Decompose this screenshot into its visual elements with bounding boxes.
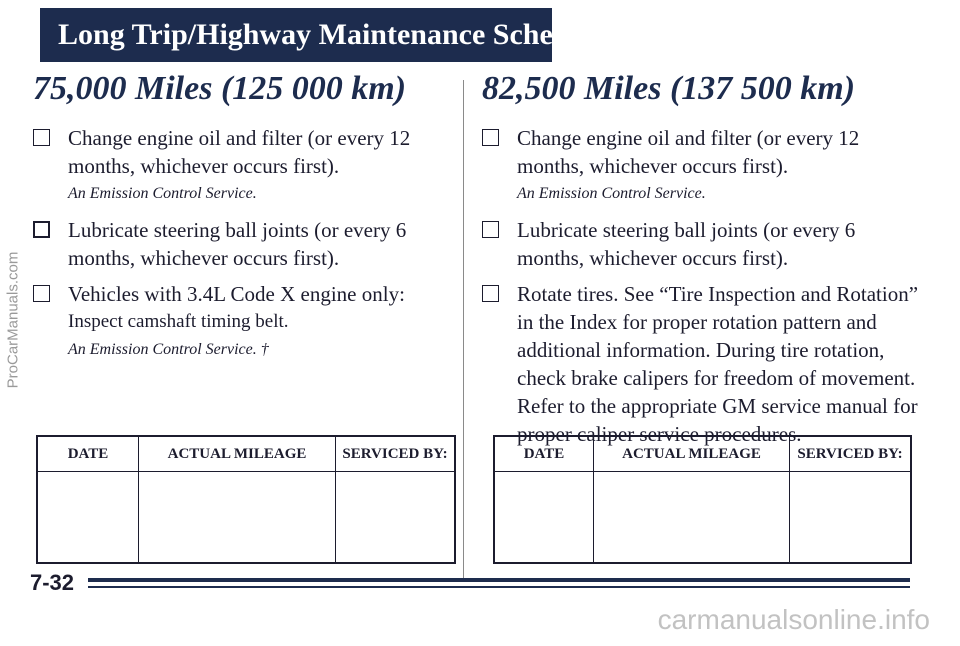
item-text: Lubricate steering ball joints (or every 6 months, whichever occurs first). [68,218,407,270]
service-log-table-left [36,435,456,564]
table-header-row [494,436,911,472]
checkbox-icon[interactable] [482,221,499,238]
item-text: Vehicles with 3.4L Code X engine only: [68,282,405,306]
section-header: Long Trip/Highway Maintenance Schedule [40,8,552,62]
footer-rule-thin [88,586,910,588]
date-cell[interactable] [37,472,139,564]
table-row [37,472,455,564]
column-divider [463,80,464,578]
mileage-cell[interactable] [594,472,790,564]
footer-rule [88,578,910,582]
emission-note: An Emission Control Service. [68,185,257,202]
item-text: Rotate tires. See “Tire Inspection and Rotation” in the Index for proper rotation pattern and additional information. During tire rotation, check brake calipers for freedom of movement. Refer to the appropriate GM service manual for proper caliper service procedures. [517,282,919,446]
column-header-actual-mileage: ACTUAL MILEAGE [594,436,790,472]
serviced-by-cell[interactable] [336,472,456,564]
item-subtext: Inspect camshaft timing belt. [68,311,289,332]
page-number: 7-32 [30,570,75,595]
side-watermark [5,225,21,415]
checkbox-icon[interactable] [482,129,499,146]
checkbox-icon[interactable] [482,285,499,302]
item-text: Change engine oil and filter (or every 12 months, whichever occurs first). [517,126,860,178]
checklist-item [482,124,922,180]
checkbox-icon[interactable] [33,129,50,146]
emission-note: An Emission Control Service. † [68,341,269,358]
checklist-item [33,124,448,180]
checklist-item [33,216,448,272]
checklist-item [482,280,922,448]
checkbox-icon[interactable] [33,285,50,302]
right-column [482,66,922,448]
mileage-heading-82500: 82,500 Miles (137 500 km) [482,70,856,107]
column-header-serviced-by: SERVICED BY: [790,436,912,472]
date-cell[interactable] [494,472,594,564]
mileage-heading-75000: 75,000 Miles (125 000 km) [33,70,407,107]
checklist-item [33,280,448,336]
serviced-by-cell[interactable] [790,472,912,564]
bottom-watermark: carmanualsonline.info [657,604,930,635]
column-header-actual-mileage: ACTUAL MILEAGE [139,436,336,472]
column-header-serviced-by: SERVICED BY: [336,436,456,472]
column-header-date: DATE [37,436,139,472]
checklist-item [482,216,922,272]
column-header-date: DATE [494,436,594,472]
left-column [33,66,448,372]
checkbox-icon[interactable] [33,221,50,238]
item-text: Change engine oil and filter (or every 12 months, whichever occurs first). [68,126,411,178]
service-log-table-right [493,435,912,564]
mileage-cell[interactable] [139,472,336,564]
item-text: Lubricate steering ball joints (or every 6 months, whichever occurs first). [517,218,856,270]
table-row [494,472,911,564]
table-header-row [37,436,455,472]
side-watermark-text: ProCarManuals.com [4,251,22,389]
emission-note: An Emission Control Service. [517,185,706,202]
